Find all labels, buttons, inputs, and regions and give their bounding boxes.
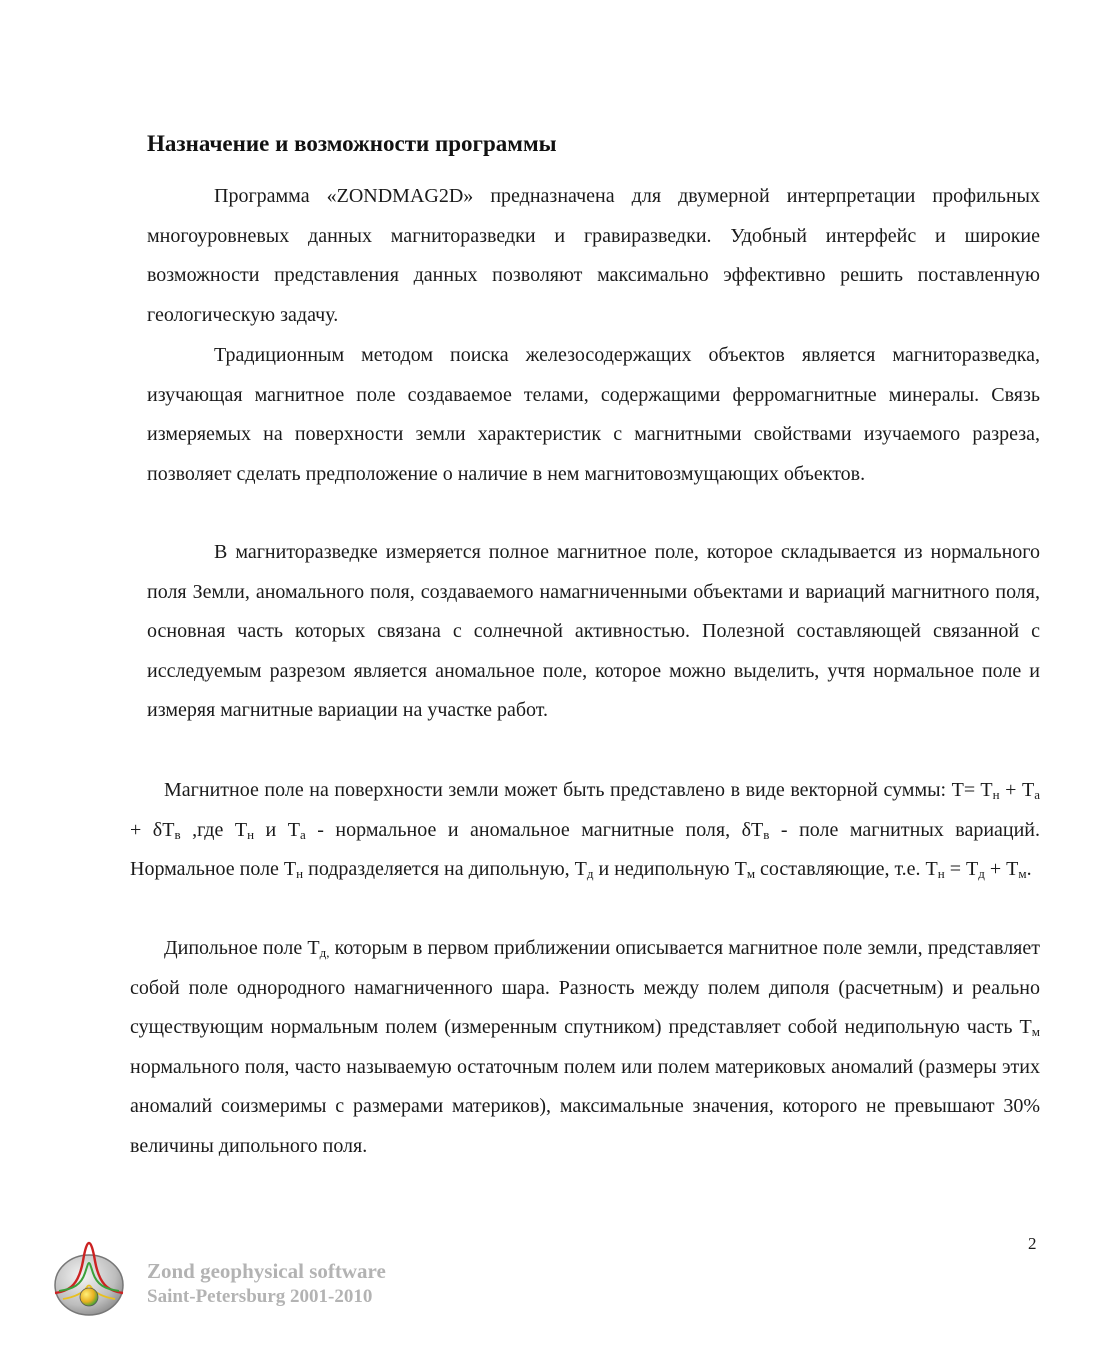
paragraph-program-purpose: Программа «ZONDMAG2D» предназначена для двумерной интерпретации профильных многоуровневых данных магниторазведки и гравиразведки. Удобный интерфейс и широкие возможности представления данных позволяют максимально эффективно решить поставленную геологическую задачу. [147, 185, 1040, 326]
zond-logo-icon [53, 1241, 125, 1323]
section-heading: Назначение и возможности программы [147, 131, 557, 156]
paragraph-vector-sum: Магнитное поле на поверхности земли может быть представлено в виде векторной суммы: $T= T_н + T_а + \delta T_в$ ,где $T_н$ и $T_а$ - нормальное и аномальное магнитные поля, $\delta T_в$ - поле магнитных вариаций. Нормальное поле $T_н$ подразделяется на дипольную, $T_д$ и недипольную $T_м$ составляющие, т.е. $T_н = T_д + T_м$. [130, 779, 1041, 881]
paragraph-magnetic-survey: Традиционным методом поиска железосодержащих объектов является магниторазведка, изучающая магнитное поле создаваемое телами, содержащими ферромагнитные минералы. Связь измеряемых на поверхности земли характеристик с магнитными свойствами изучаемого разреза, позволяет сделать предположение о наличие в нем магнитовозмущающих объектов. [147, 344, 1040, 485]
footer-location-years: Saint-Petersburg 2001-2010 [147, 1286, 373, 1307]
paragraph-dipole-field: Дипольное поле $T_{д,}$ которым в первом приближении описывается магнитное поле земли, представляет собой поле однородного намагниченного шара. Разность между полем диполя (расчетным) и реально существующим нормальным полем (измеренным спутником) представляет собой недипольную часть $T_м$ нормального поля, часто называемую остаточным полем или полем материковых аномалий (размеры этих аномалий соизмеримы с размерами материков), максимальные значения, которого не превышают 30% величины дипольного поля. [130, 937, 1040, 1157]
paragraph-total-field: В магниторазведке измеряется полное магнитное поле, которое складывается из нормального поля Земли, аномального поля, создаваемого намагниченными объектами и вариаций магнитного поля, основная часть которых связана с солнечной активностью. Полезной составляющей связанной с исследуемым разрезом является аномальное поле, которое можно выделить, учтя нормальное поле и измеряя магнитные вариации на участке работ. [147, 541, 1040, 721]
footer-company-name: Zond geophysical software [147, 1259, 386, 1283]
page-number: 2 [1028, 1234, 1037, 1253]
